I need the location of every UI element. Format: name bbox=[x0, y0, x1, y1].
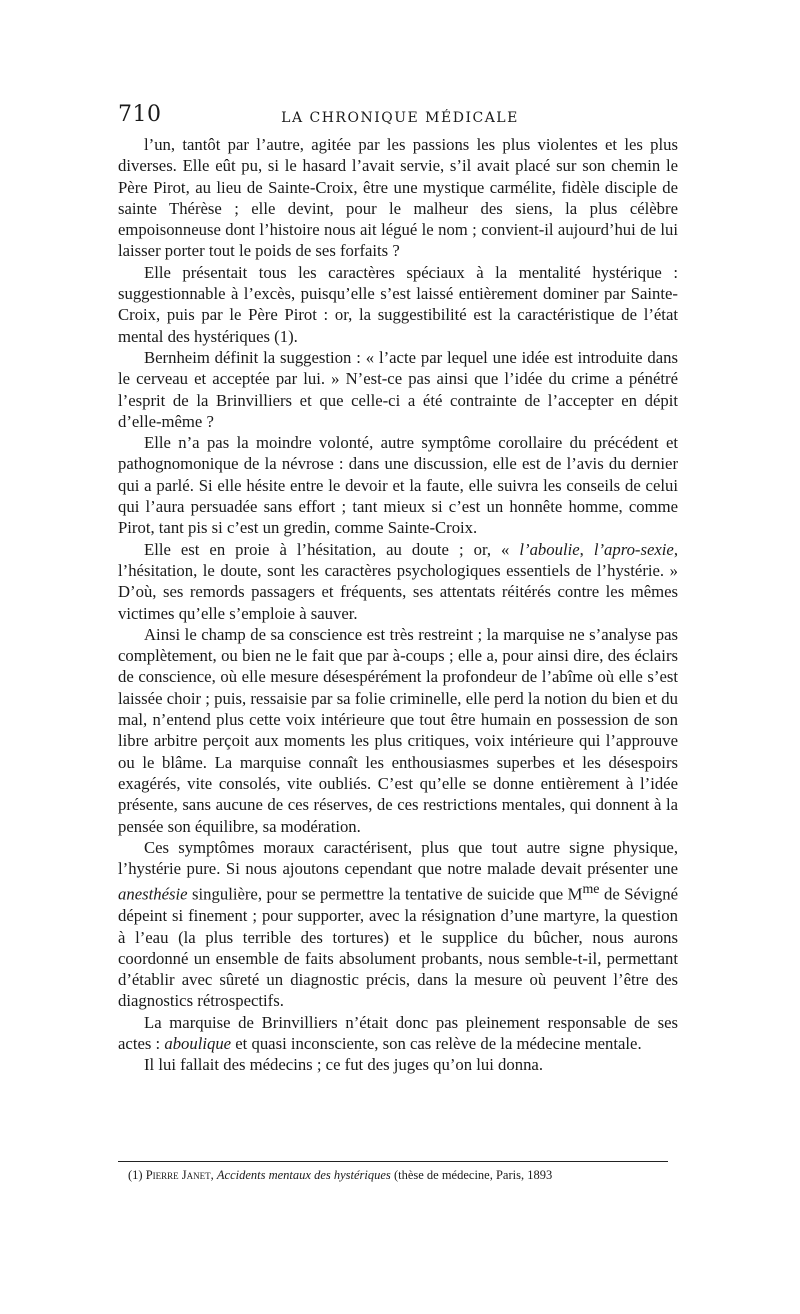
paragraph-1: l’un, tantôt par l’autre, agitée par les passions les plus violentes et les plus diverses. Elle eût pu, si le hasard l’avait servie, s’il avait placé sur son chemin le Père Pirot, au lieu de Sainte-Croix, être une mystique carmélite, fidèle disciple de sainte Thérèse ; elle devint, pour le malheur des siens, la plus célèbre empoisonneuse dont l’histoire nous ait légué le nom ; convient-il aujourd’hui de lui laisser porter tout le poids de ses forfaits ? bbox=[118, 135, 678, 261]
term-aboulie: l’aboulie bbox=[519, 539, 580, 559]
footnote-author: Pierre Janet, bbox=[145, 1168, 214, 1182]
term-anesthesie: anesthésie bbox=[118, 884, 188, 904]
term-aprosexie: l’apro-sexie bbox=[593, 539, 674, 559]
page-number: 710 bbox=[118, 102, 162, 127]
term-aboulique: aboulique bbox=[164, 1034, 232, 1054]
footnote-details: (thèse de médecine, Paris, 1893 bbox=[393, 1168, 553, 1182]
superscript-me: me bbox=[582, 882, 600, 898]
footnote bbox=[128, 1167, 678, 1183]
paragraph-7: Ces symptômes moraux caractérisent, plus que tout autre signe physique, l’hystérie pure. Si nous ajoutons cependant que notre malade devait présenter une anesthésie singulière, pour se permettre la tentative de suicide que $M^{me}$ de Sévigné dépeint si finement ; pour supporter, avec la résignation d’une martyre, la question à l’eau (la plus terrible des tortures) et le supplice du bûcher, nous aurons coordonné un ensemble de faits absolument probants, nous semble-t-il, permettant d’établir avec sûreté un diagnostic précis, dans la mesure où peuvent l’être des diagnostics rétrospectifs. bbox=[118, 837, 679, 1011]
paragraph-2: Elle présentait tous les caractères spéciaux à la mentalité hystérique : suggestionnable à l’excès, puisqu’elle s’est laissé entièrement dominer par Sainte-Croix, puis par le Père Pirot : or, la suggestibilité est la caractéristique de l’état mental des hystériques (1). bbox=[118, 262, 678, 346]
paragraph-3: Bernheim définit la suggestion : « l’acte par lequel une idée est introduite dans le cerveau et acceptée par lui. » N’est-ce pas ainsi que l’idée du crime a pénétré l’esprit de la Brinvilliers et que celle-ci a été contrainte de l’accepter en dépit d’elle-même ? bbox=[118, 347, 678, 431]
paragraph-5: Elle est en proie à l’hésitation, au doute ; or, « l’aboulie, l’apro-sexie, l’hésitation, le doute, sont les caractères psychologiques essentiels de l’hystérie. » D’où, ses remords passagers et fréquents, ses attentats réitérés contre les mêmes victimes qu’elle s’emploie à sauver. bbox=[118, 539, 678, 623]
paragraph-9: Il lui fallait des médecins ; ce fut des juges qu’on lui donna. bbox=[144, 1055, 544, 1075]
paragraph-6: Ainsi le champ de sa conscience est très restreint ; la marquise ne s’analyse pas complètement, ou bien ne le fait que par à-coups ; elle a, pour ainsi dire, des éclairs de conscience, où elle mesure désespérément la profondeur de l’abîme où elle s’est laissée choir ; puis, ressaisie par sa folie criminelle, elle perd la notion du bien et du mal, n’entend plus cette voix intérieure que tout être humain en possession de son libre arbitre perçoit aux moments les plus critiques, voix intérieure qui l’approuve ou le blâme. La marquise connaît les enthousiasmes superbes et les désespoirs exagérés, vite consolés, vite oubliés. C’est qu’elle se donne entièrement à l’idée présente, sans aucune de ces réserves, de ces restrictions mentales, qui donnent à la pensée son équilibre, sa modération. bbox=[118, 624, 678, 836]
paragraph-8: La marquise de Brinvilliers n’était donc pas pleinement responsable de ses actes : aboulique et quasi inconsciente, son cas relève de la médecine mentale. bbox=[118, 1012, 678, 1054]
footnote-divider bbox=[118, 1161, 668, 1162]
article-body bbox=[118, 134, 678, 1076]
paragraph-4: Elle n’a pas la moindre volonté, autre symptôme corollaire du précédent et pathognomonique de la névrose : dans une discussion, elle est de l’avis du dernier qui a parlé. Si elle hésite entre le devoir et la faute, elle suivra les conseils de celui qui l’aura persuadée sans effort ; tant mieux si c’est un honnête homme, comme Pirot, tant pis si c’est un gredin, comme Sainte-Croix. bbox=[118, 433, 678, 538]
footnote-title: Accidents mentaux des hystériques bbox=[216, 1168, 391, 1182]
footnote-marker: (1) bbox=[128, 1168, 143, 1182]
running-title: LA CHRONIQUE MÉDICALE bbox=[281, 110, 519, 126]
